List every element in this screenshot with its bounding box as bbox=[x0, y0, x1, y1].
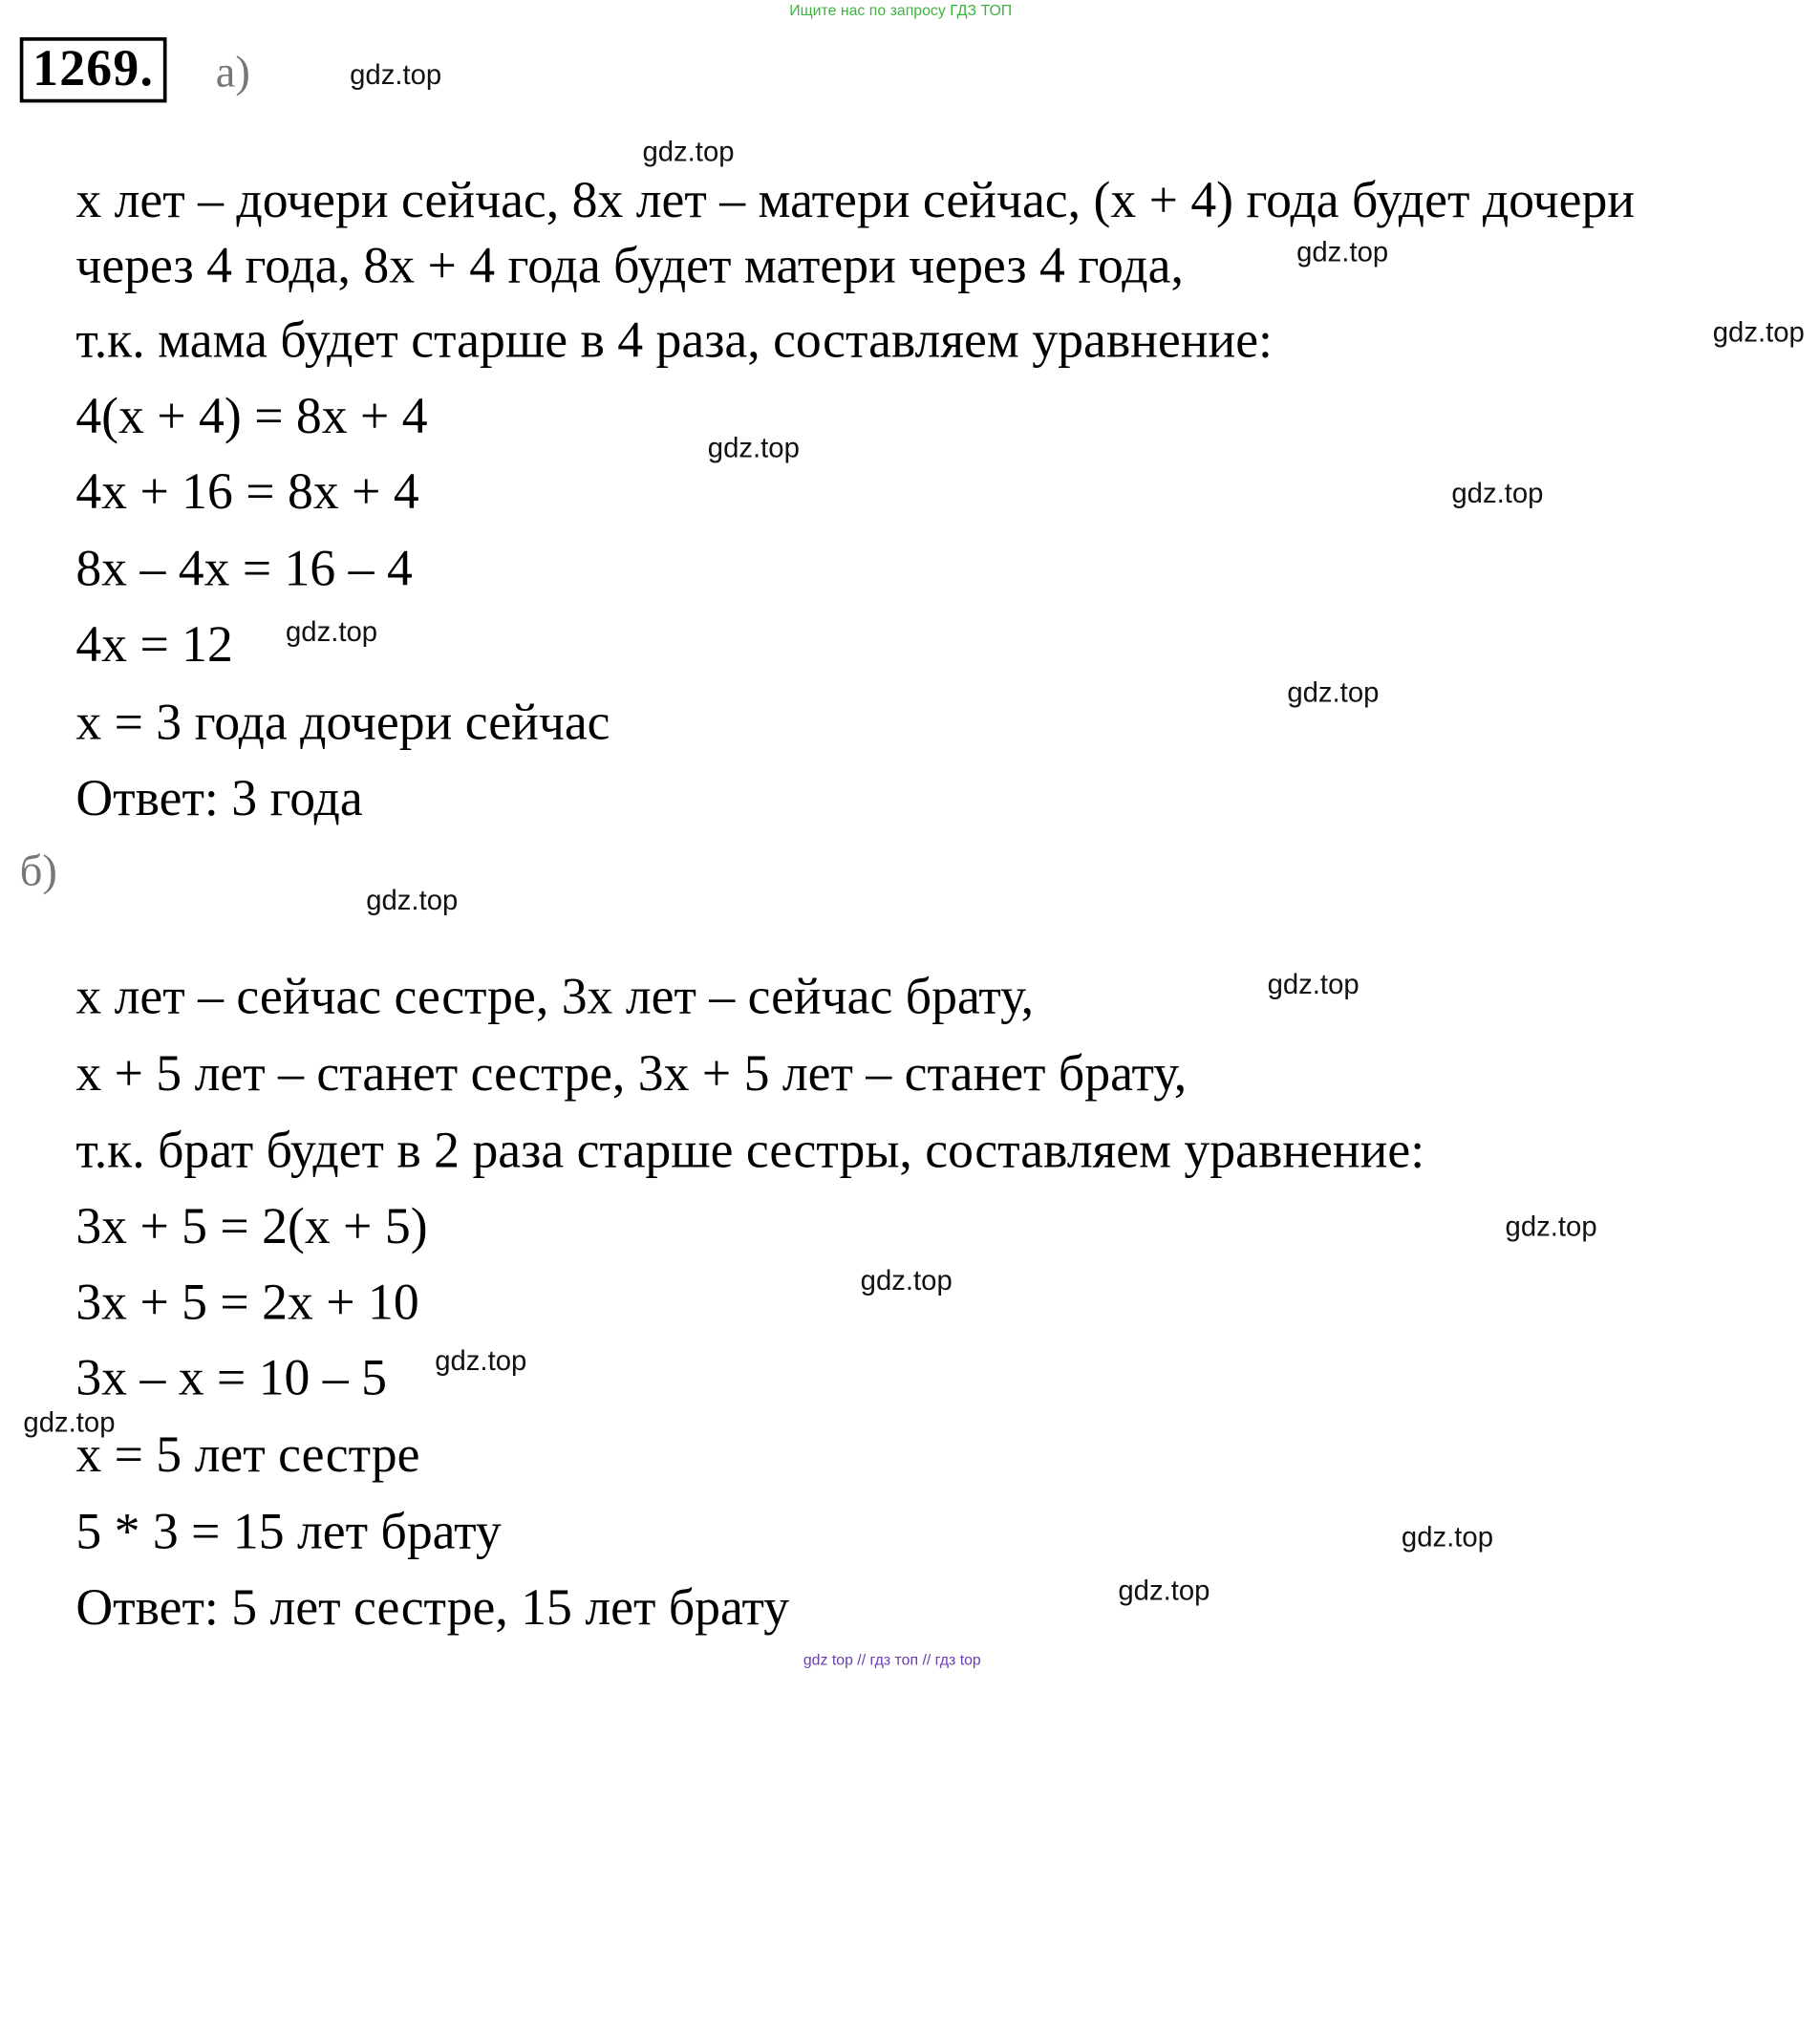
watermark: gdz.top bbox=[366, 885, 459, 917]
footer-banner[interactable]: gdz top // гдз топ // гдз top bbox=[803, 1651, 981, 1669]
watermark: gdz.top bbox=[350, 59, 442, 92]
equation-line: 3x + 5 = 2x + 10 bbox=[75, 1273, 419, 1331]
problem-number: 1269. bbox=[20, 37, 167, 102]
watermark: gdz.top bbox=[1712, 316, 1805, 349]
part-a-answer: Ответ: 3 года bbox=[75, 769, 363, 827]
part-b-label: б) bbox=[19, 847, 57, 896]
watermark: gdz.top bbox=[1451, 478, 1544, 510]
watermark: gdz.top bbox=[1267, 969, 1360, 1001]
watermark: gdz.top bbox=[23, 1407, 116, 1439]
equation-line: 3x – x = 10 – 5 bbox=[75, 1349, 387, 1406]
watermark: gdz.top bbox=[1287, 677, 1380, 710]
equation-line: 8x – 4x = 16 – 4 bbox=[75, 540, 413, 597]
watermark: gdz.top bbox=[285, 616, 378, 649]
part-a-line: x лет – дочери сейчас, 8x лет – матери сейчас, (x + 4) года будет дочери bbox=[75, 171, 1636, 229]
part-b-result: x = 5 лет сестре bbox=[75, 1425, 420, 1484]
equation-line: 4x = 12 bbox=[75, 615, 233, 674]
part-a-label: а) bbox=[215, 48, 250, 97]
part-b-answer: Ответ: 5 лет сестре, 15 лет брату bbox=[75, 1578, 790, 1637]
part-a-line: через 4 года, 8x + 4 года будет матери через 4 года, bbox=[75, 236, 1184, 294]
equation-line: 4x + 16 = 8x + 4 bbox=[75, 462, 419, 521]
equation-line: 3x + 5 = 2(x + 5) bbox=[75, 1197, 428, 1255]
watermark: gdz.top bbox=[1118, 1575, 1210, 1607]
part-b-line: т.к. брат будет в 2 раза старше сестры, составляем уравнение: bbox=[75, 1122, 1425, 1179]
part-b-line: x лет – сейчас сестре, 3x лет – сейчас брату, bbox=[75, 967, 1035, 1025]
watermark: gdz.top bbox=[435, 1345, 527, 1378]
watermark: gdz.top bbox=[707, 432, 800, 464]
equation-line: 4(x + 4) = 8x + 4 bbox=[75, 387, 428, 444]
part-b-result: 5 * 3 = 15 лет брату bbox=[75, 1503, 502, 1560]
watermark: gdz.top bbox=[1296, 236, 1389, 268]
part-a-line: т.к. мама будет старше в 4 раза, составляем уравнение: bbox=[75, 311, 1273, 369]
watermark: gdz.top bbox=[1505, 1211, 1597, 1243]
watermark: gdz.top bbox=[642, 136, 735, 168]
watermark: gdz.top bbox=[1401, 1521, 1494, 1554]
top-banner[interactable]: Ищите нас по запросу ГДЗ ТОП bbox=[789, 1, 1013, 19]
part-a-result: x = 3 года дочери сейчас bbox=[75, 694, 610, 751]
watermark: gdz.top bbox=[860, 1265, 953, 1297]
part-b-line: x + 5 лет – станет сестре, 3x + 5 лет – станет брату, bbox=[75, 1044, 1188, 1103]
